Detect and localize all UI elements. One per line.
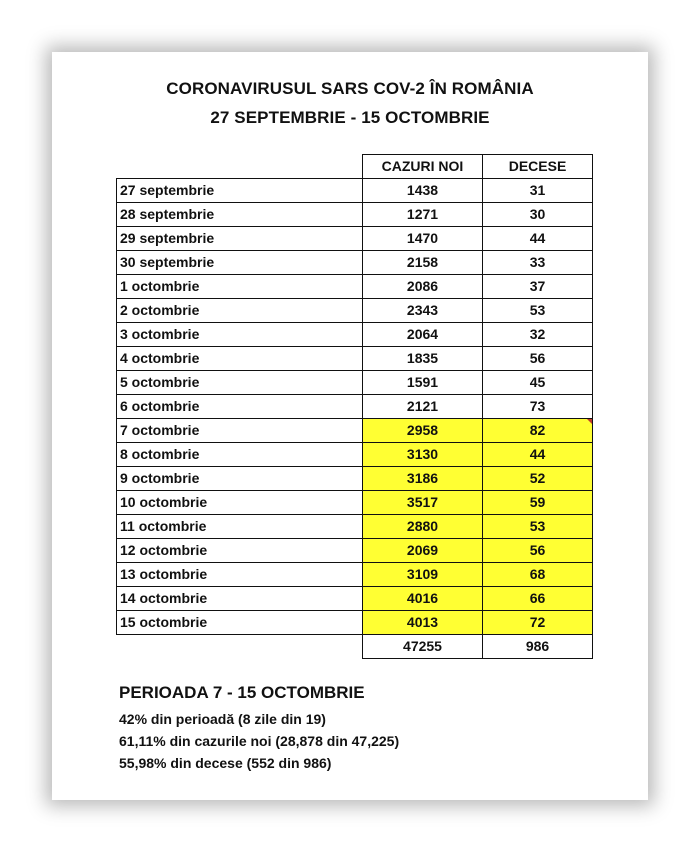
cases-cell: 2158	[363, 251, 483, 275]
date-cell: 15 octombrie	[117, 611, 363, 635]
summary-line-cases: 61,11% din cazurile noi (28,878 din 47,225)	[119, 733, 400, 749]
summary-line-days: 42% din perioadă (8 zile din 19)	[119, 711, 326, 727]
summary-heading: PERIOADA 7 - 15 OCTOMBRIE	[119, 683, 365, 702]
header-deaths: DECESE	[483, 155, 593, 179]
cases-cell: 2069	[363, 539, 483, 563]
deaths-cell: 73	[483, 395, 593, 419]
date-cell: 6 octombrie	[117, 395, 363, 419]
total-deaths-cell: 986	[483, 635, 593, 659]
cases-cell: 1470	[363, 227, 483, 251]
table-row	[117, 371, 593, 395]
deaths-cell: 32	[483, 323, 593, 347]
deaths-cell: 33	[483, 251, 593, 275]
deaths-cell: 30	[483, 203, 593, 227]
date-cell: 7 octombrie	[117, 419, 363, 443]
cases-cell: 2086	[363, 275, 483, 299]
cases-cell: 2343	[363, 299, 483, 323]
cases-cell: 3130	[363, 443, 483, 467]
date-cell: 10 octombrie	[117, 491, 363, 515]
cases-cell: 3517	[363, 491, 483, 515]
deaths-cell: 44	[483, 443, 593, 467]
date-cell: 28 septembrie	[117, 203, 363, 227]
cases-cell: 2121	[363, 395, 483, 419]
table-row	[117, 467, 593, 491]
cases-cell: 3186	[363, 467, 483, 491]
deaths-cell: 68	[483, 563, 593, 587]
date-cell: 14 octombrie	[117, 587, 363, 611]
total-cases-cell: 47255	[363, 635, 483, 659]
table-row	[117, 299, 593, 323]
deaths-cell: 56	[483, 347, 593, 371]
date-cell: 13 octombrie	[117, 563, 363, 587]
date-cell: 2 octombrie	[117, 299, 363, 323]
summary-section	[119, 683, 399, 777]
date-cell: 11 octombrie	[117, 515, 363, 539]
deaths-cell: 52	[483, 467, 593, 491]
date-cell: 30 septembrie	[117, 251, 363, 275]
table-row	[117, 227, 593, 251]
table-row	[117, 179, 593, 203]
deaths-cell: 66	[483, 587, 593, 611]
deaths-cell: 53	[483, 515, 593, 539]
date-cell: 12 octombrie	[117, 539, 363, 563]
table-row	[117, 203, 593, 227]
table-row	[117, 587, 593, 611]
deaths-cell: 37	[483, 275, 593, 299]
cases-cell: 1591	[363, 371, 483, 395]
header-blank-cell	[117, 155, 363, 179]
table-row	[117, 539, 593, 563]
table-row	[117, 395, 593, 419]
date-cell: 4 octombrie	[117, 347, 363, 371]
table-row	[117, 419, 593, 443]
date-cell: 8 octombrie	[117, 443, 363, 467]
date-cell: 5 octombrie	[117, 371, 363, 395]
date-cell: 3 octombrie	[117, 323, 363, 347]
deaths-cell: 59	[483, 491, 593, 515]
table-row	[117, 443, 593, 467]
deaths-cell: 53	[483, 299, 593, 323]
cases-cell: 1438	[363, 179, 483, 203]
cases-cell: 4013	[363, 611, 483, 635]
table-row	[117, 251, 593, 275]
date-cell: 1 octombrie	[117, 275, 363, 299]
date-cell: 29 septembrie	[117, 227, 363, 251]
table-row	[117, 323, 593, 347]
document-subtitle: 27 SEPTEMBRIE - 15 OCTOMBRIE	[210, 108, 490, 127]
deaths-cell: 72	[483, 611, 593, 635]
deaths-cell: 44	[483, 227, 593, 251]
totals-blank-cell	[117, 635, 363, 659]
cases-cell: 1835	[363, 347, 483, 371]
cases-table	[116, 154, 593, 659]
table-row	[117, 347, 593, 371]
table-row	[117, 275, 593, 299]
table-row	[117, 563, 593, 587]
cases-cell: 4016	[363, 587, 483, 611]
deaths-cell: 82	[483, 419, 593, 443]
cases-cell: 2958	[363, 419, 483, 443]
cases-cell: 1271	[363, 203, 483, 227]
date-cell: 27 septembrie	[117, 179, 363, 203]
date-cell: 9 octombrie	[117, 467, 363, 491]
table-row	[117, 611, 593, 635]
header-cases: CAZURI NOI	[363, 155, 483, 179]
summary-line-deaths: 55,98% din decese (552 din 986)	[119, 755, 332, 771]
cases-cell: 2880	[363, 515, 483, 539]
deaths-cell: 56	[483, 539, 593, 563]
document-sheet	[52, 52, 648, 800]
deaths-cell: 45	[483, 371, 593, 395]
table-row	[117, 491, 593, 515]
totals-row	[117, 635, 593, 659]
cases-cell: 3109	[363, 563, 483, 587]
comment-marker-icon	[587, 419, 592, 424]
table-header-row	[117, 155, 593, 179]
cases-cell: 2064	[363, 323, 483, 347]
table-row	[117, 515, 593, 539]
deaths-cell: 31	[483, 179, 593, 203]
document-title: CORONAVIRUSUL SARS COV-2 ÎN ROMÂNIA	[166, 79, 534, 98]
